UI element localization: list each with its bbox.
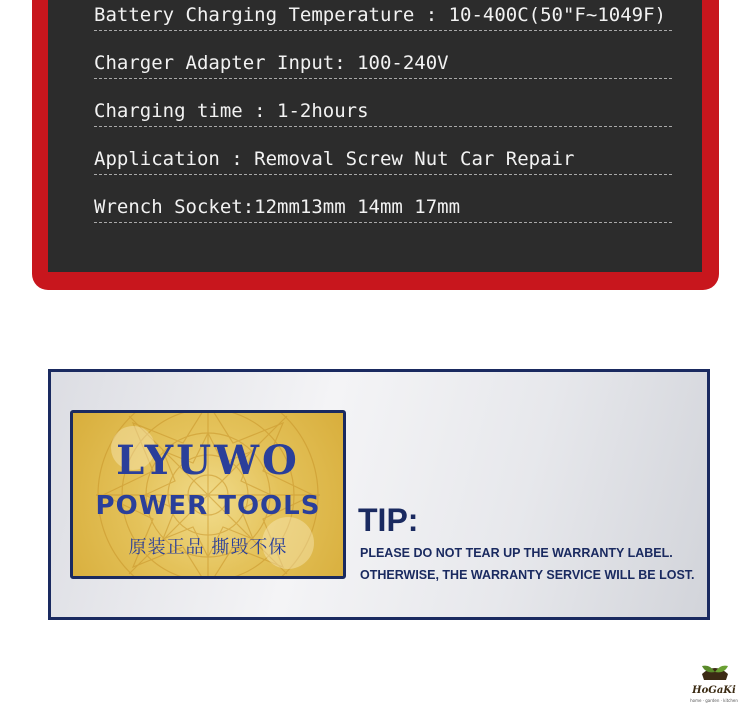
spec-application: Application : Removal Screw Nut Car Repair (94, 144, 672, 175)
specs-frame (32, 0, 719, 290)
spec-adapter-input: Charger Adapter Input: 100-240V (94, 48, 672, 79)
corner-logo-tagline: home · garden · kitchen (690, 698, 738, 703)
tip-line-2: OTHERWISE, THE WARRANTY SERVICE WILL BE LOST. (360, 568, 695, 582)
tip-title: TIP: (358, 502, 419, 538)
spec-wrench-socket: Wrench Socket:12mm13mm 14mm 17mm (94, 192, 672, 223)
brand-name: LYUWO (116, 437, 300, 484)
brand-subtitle: POWER TOOLS (95, 491, 321, 521)
brand-chinese-notice: 原装正品 撕毁不保 (128, 537, 288, 558)
warranty-label (70, 410, 346, 579)
warranty-card (48, 369, 710, 620)
spec-battery-temperature: Battery Charging Temperature : 10-400C(50"F~1049F) (94, 0, 672, 31)
specs-panel (48, 0, 702, 272)
tip-line-1: PLEASE DO NOT TEAR UP THE WARRANTY LABEL. (360, 546, 673, 560)
spec-charging-time: Charging time : 1-2hours (94, 96, 672, 127)
corner-logo-name: HoGaKi (692, 685, 736, 696)
